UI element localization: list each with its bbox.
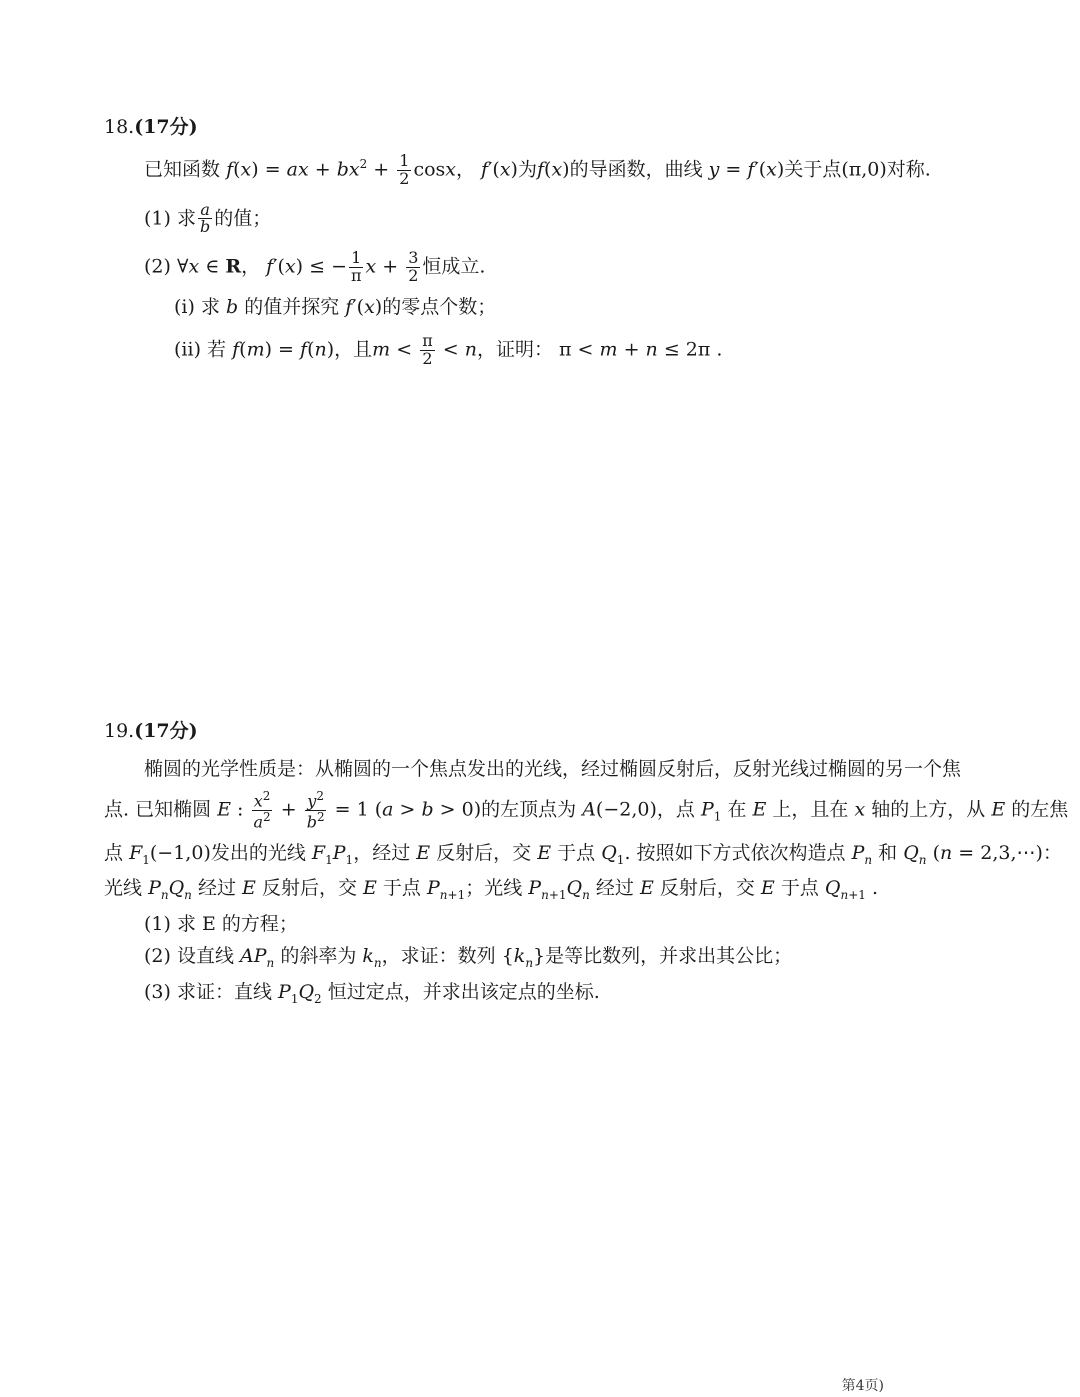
question-label: (1) [144, 206, 171, 229]
text-segment: ，求证：数列 [381, 945, 496, 968]
text-segment: 于点 [780, 877, 819, 900]
problem-19-q1 [104, 912, 1004, 937]
problem-18-q2: (2) ∀x ∈ R， f′(x) ≤ − $\frac{1}{\pi}$ x + $\frac{3}{2}$ 恒成立. [144, 248, 486, 285]
problem-18-statement: 已知函数 f(x) = ax + $bx^2$ + $\frac{1}{2}$ cosx， f′(x)为f(x)的导函数，曲线 y = f′(x)关于点(π,0)对称. [144, 151, 931, 188]
problem-19-line4: 光线 $P_nQ_n$ 经过 E 反射后，交 E 于点 $P_{n+1}$；光线 $P_{n+1}Q_n$ 经过 E 反射后，交 E 于点 $Q_{n+1}$ . [104, 877, 879, 903]
text-segment: 于点 [557, 841, 596, 864]
text-segment: 椭圆的光学性质是：从椭圆的一个焦点发出的光线，经过椭圆反射后，反射光线过椭圆的另一个焦 [144, 758, 962, 780]
text-segment: 光线 [104, 877, 143, 900]
text-segment: 的零点个数； [382, 295, 497, 318]
text-segment: 反射后，交 [659, 877, 755, 900]
text-segment: 的值； [214, 206, 272, 229]
question-label: (ⅰ) [174, 295, 195, 318]
text-segment: 的导函数，曲线 [569, 158, 703, 181]
problem-19-line2: 点. 已知椭圆 E : $\frac{x^2}{a^2}$ + $\frac{y^2}{b^2}$ = 1 (a > b > 0)的左顶点为 A(−2,0)，点 $P_1$ 在 E 上，且在 x 轴的上方，从 E 的左焦 [104, 788, 1069, 832]
problem-19-intro [104, 757, 1004, 782]
text-segment: 已知函数 [144, 158, 221, 181]
problem-19-number: 19. [104, 720, 135, 742]
text-segment: 和 [878, 841, 898, 864]
problem-18-points: (17分) [134, 116, 198, 138]
text-segment: 于点 [382, 877, 421, 900]
fraction: $\frac{y^2}{b^2}$ [306, 788, 325, 832]
problem-19-q3: (3) 求证：直线 $P_1Q_2$ 恒过定点，并求出该定点的坐标. [144, 980, 600, 1006]
text-segment: ，证明： [476, 338, 553, 361]
fraction: $\frac{\pi}{2}$ [422, 331, 433, 369]
problem-18-q1 [104, 199, 1004, 237]
text-segment: ，且 [334, 338, 373, 361]
question-label: (3) [144, 980, 171, 1003]
problem-18-title [104, 112, 1004, 139]
text-segment: ，点 [656, 798, 695, 821]
text-segment: 在 [727, 798, 747, 821]
text-segment: 对称. [886, 158, 931, 181]
text-segment: 求 [200, 295, 220, 318]
text-segment: 上，且在 [772, 798, 849, 821]
text-segment: 关于点 [784, 158, 842, 181]
page-footer: 第4页) [841, 1378, 884, 1394]
text-segment: 若 [207, 338, 227, 361]
problem-18-number: 18. [104, 116, 135, 138]
text-segment: 恒成立. [422, 255, 486, 278]
fraction: $\frac{1}{\pi}$ [351, 248, 362, 285]
problem-19-q2: (2) 设直线 $AP_n$ 的斜率为 $k_n$，求证：数列 $\{k_n\}$是等比数列，并求出其公比； [144, 945, 793, 971]
text-segment: 点. 已知椭圆 [104, 798, 212, 821]
problem-18-qi: (ⅰ) 求 b 的值并探究 f′(x)的零点个数； [174, 295, 497, 318]
text-segment: 轴的上方，从 [871, 798, 986, 821]
question-label: (2) [144, 945, 171, 968]
problem-18-qii: (ⅱ) 若 f(m) = f(n)，且m < $\frac{\pi}{2}$ < n，证明： π < m + n ≤ 2π . [174, 331, 723, 369]
text-segment: 的值并探究 [244, 295, 340, 318]
text-segment: 恒过定点，并求出该定点的坐标. [327, 980, 600, 1003]
text-segment: 经过 [595, 877, 634, 900]
text-segment: 反射后，交 [261, 877, 357, 900]
text-segment: 的斜率为 [280, 945, 357, 968]
text-segment: 的左焦 [1011, 798, 1069, 821]
text-segment: ，经过 [353, 841, 411, 864]
text-segment: 为 [517, 158, 537, 181]
fraction: $\frac{3}{2}$ [408, 248, 419, 285]
problem-19-title [104, 716, 1004, 743]
text-segment: 求 [176, 206, 196, 229]
fraction: $\frac{a}{b}$ [199, 199, 211, 237]
problem-19 [104, 716, 1069, 1007]
question-label: (1) [144, 912, 171, 935]
problem-19-points: (17分) [134, 720, 198, 742]
text-segment: ；光线 [465, 877, 523, 900]
text-segment: 经过 [197, 877, 236, 900]
text-segment: 反射后，交 [436, 841, 532, 864]
problem-18 [104, 112, 1004, 368]
fraction: $\frac{1}{2}$ [399, 151, 410, 188]
text-segment: . 按照如下方式依次构造点 [624, 841, 846, 864]
question-label: (ⅱ) [174, 338, 201, 361]
text-segment: 设直线 [176, 945, 234, 968]
text-segment: 是等比数列，并求出其公比； [545, 945, 793, 968]
question-label: (2) [144, 255, 171, 278]
text-segment: 求 E 的方程； [176, 912, 298, 935]
text-segment: 的左顶点为 [481, 798, 577, 821]
problem-19-line3: 点 $F_1(-1,0)$发出的光线 $F_1P_1$，经过 E 反射后，交 E 于点 $Q_1$. 按照如下方式依次构造点 $P_n$ 和 $Q_n$ (n = 2,3,⋯)： [104, 841, 1062, 867]
fraction: $\frac{x^2}{a^2}$ [253, 788, 271, 832]
text-segment: 发出的光线 [210, 841, 306, 864]
text-segment: 点 [104, 841, 124, 864]
text-segment: 求证：直线 [176, 980, 272, 1003]
